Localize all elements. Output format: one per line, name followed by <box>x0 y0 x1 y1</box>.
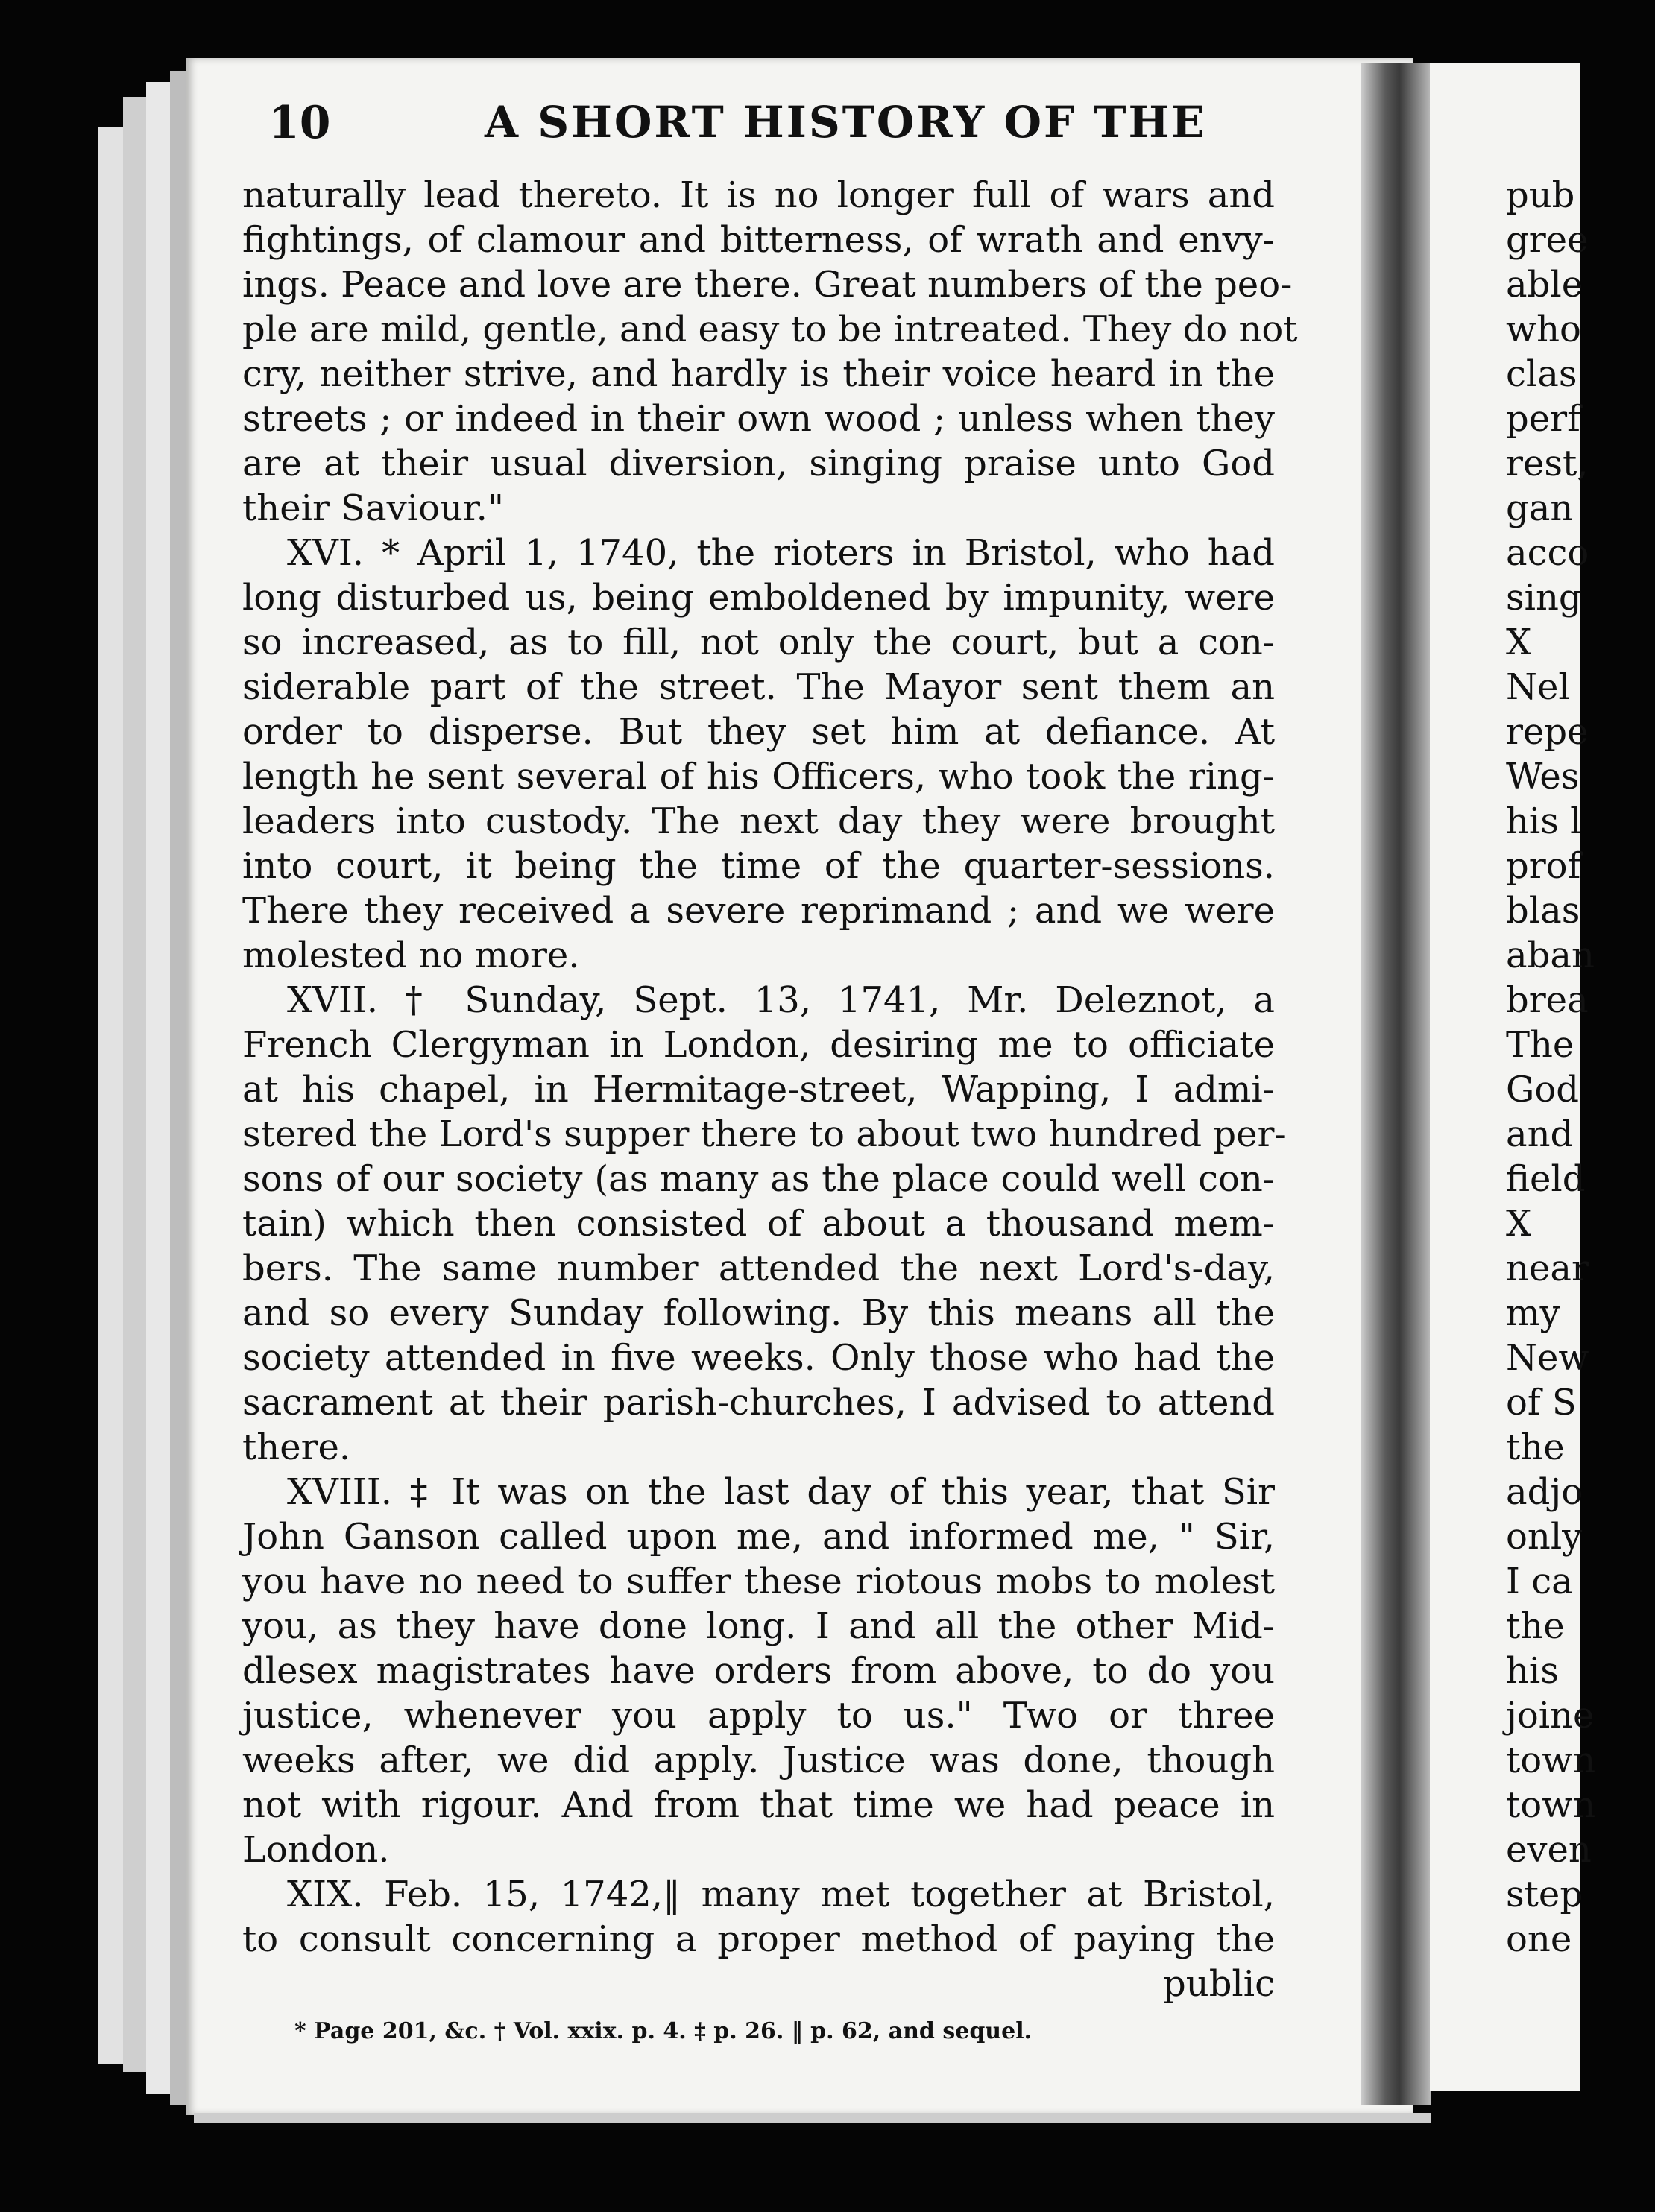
facing-line: the <box>1506 1605 1565 1647</box>
facing-line: gan <box>1506 487 1574 529</box>
facing-line: my <box>1506 1292 1560 1334</box>
facing-line: near <box>1506 1248 1589 1289</box>
facing-line: adjo <box>1506 1471 1583 1513</box>
facing-line: gree <box>1506 219 1589 261</box>
text-line: naturally lead thereto. It is no longer full of wars and <box>242 174 1275 216</box>
running-head: A SHORT HISTORY OF THE <box>485 97 1207 148</box>
text-line: leaders into custody. The next day they were brought <box>242 800 1275 842</box>
facing-line: prof <box>1506 845 1581 887</box>
facing-line: and <box>1506 1113 1574 1155</box>
facing-line: step <box>1506 1874 1583 1915</box>
facing-line: New <box>1506 1337 1589 1379</box>
text-line: ings. Peace and love are there. Great numbers of the peo- <box>242 264 1293 306</box>
facing-line: the <box>1506 1426 1565 1468</box>
text-line: not with rigour. And from that time we had peace in <box>242 1784 1275 1826</box>
text-line: siderable part of the street. The Mayor sent them an <box>242 666 1275 708</box>
facing-line: field <box>1506 1158 1586 1200</box>
text-line: so increased, as to fill, not only the court, but a con- <box>242 622 1275 663</box>
facing-line: his l <box>1506 800 1582 842</box>
facing-line: pub <box>1506 174 1575 216</box>
facing-line: blas <box>1506 890 1580 932</box>
text-line: XIX. Feb. 15, 1742,‖ many met together at Bristol, <box>287 1874 1275 1915</box>
body-text <box>242 173 1298 2006</box>
facing-line: repe <box>1506 711 1589 753</box>
facing-line: only <box>1506 1516 1583 1558</box>
text-line: streets ; or indeed in their own wood ; unless when they <box>242 398 1275 440</box>
facing-line: of S <box>1506 1382 1577 1423</box>
text-line: sacrament at their parish-churches, I advised to attend <box>242 1382 1275 1423</box>
facing-line: able <box>1506 264 1583 306</box>
facing-page-text <box>1506 173 1655 1962</box>
text-line: John Ganson called upon me, and informed me, " Sir, <box>242 1516 1275 1558</box>
text-line: society attended in five weeks. Only those who had the <box>242 1337 1275 1379</box>
text-line: their Saviour." <box>242 487 504 529</box>
text-line: into court, it being the time of the quarter-sessions. <box>242 845 1275 887</box>
facing-line: town <box>1506 1784 1596 1826</box>
book-gutter <box>1361 63 1431 2105</box>
text-line: There they received a severe reprimand ; and we were <box>242 890 1275 932</box>
text-line: bers. The same number attended the next Lord's-day, <box>242 1248 1275 1289</box>
facing-line: God <box>1506 1069 1579 1110</box>
facing-line: sing <box>1506 577 1582 619</box>
text-line: dlesex magistrates have orders from above, to do you <box>242 1650 1275 1692</box>
page-header <box>268 97 1312 164</box>
text-line: tain) which then consisted of about a thousand mem- <box>242 1203 1275 1245</box>
text-line: ple are mild, gentle, and easy to be intreated. They do not <box>242 309 1298 350</box>
text-line: justice, whenever you apply to us." Two or three <box>242 1695 1275 1737</box>
facing-line: his <box>1506 1650 1559 1692</box>
facing-line: acco <box>1506 532 1589 574</box>
text-line: London. <box>242 1829 390 1871</box>
facing-line: joine <box>1506 1695 1595 1737</box>
facing-line: perf <box>1506 398 1580 440</box>
text-line: fightings, of clamour and bitterness, of wrath and envy- <box>242 219 1275 261</box>
text-line: length he sent several of his Officers, who took the ring- <box>242 756 1275 797</box>
facing-line: aban <box>1506 935 1595 976</box>
facing-line: who <box>1506 309 1581 350</box>
facing-line: rest, <box>1506 443 1589 484</box>
facing-line: X <box>1506 1203 1532 1245</box>
facing-line: even <box>1506 1829 1592 1871</box>
text-line: you have no need to suffer these riotous mobs to molest <box>242 1561 1275 1602</box>
text-line: to consult concerning a proper method of paying the <box>242 1918 1275 1960</box>
text-line: cry, neither strive, and hardly is their voice heard in the <box>242 353 1275 395</box>
text-line: are at their usual diversion, singing praise unto God <box>242 443 1275 484</box>
text-line: at his chapel, in Hermitage-street, Wapping, I admi- <box>242 1069 1275 1110</box>
text-line: weeks after, we did apply. Justice was done, though <box>242 1739 1275 1781</box>
facing-line: brea <box>1506 979 1589 1021</box>
facing-line: Wes <box>1506 756 1580 797</box>
facing-line: clas <box>1506 353 1577 395</box>
facing-line: Nel <box>1506 666 1570 708</box>
text-line: long disturbed us, being emboldened by impunity, were <box>242 577 1275 619</box>
facing-line: I ca <box>1506 1561 1573 1602</box>
facing-line: The <box>1506 1024 1574 1066</box>
page-number: 10 <box>268 97 331 149</box>
text-line: stered the Lord's supper there to about two hundred per- <box>242 1113 1287 1155</box>
text-line: French Clergyman in London, desiring me to officiate <box>242 1024 1275 1066</box>
text-line: there. <box>242 1426 351 1468</box>
footnotes: * Page 201, &c. † Vol. xxix. p. 4. ‡ p. 26. ‖ p. 62, and sequel. <box>294 2018 1033 2044</box>
text-line: XVI. * April 1, 1740, the rioters in Bristol, who had <box>287 532 1275 574</box>
text-line: and so every Sunday following. By this means all the <box>242 1292 1275 1334</box>
text-line: you, as they have done long. I and all the other Mid- <box>242 1605 1275 1647</box>
facing-line: town <box>1506 1739 1596 1781</box>
text-line: order to disperse. But they set him at defiance. At <box>242 711 1275 753</box>
text-line: XVIII. ‡ It was on the last day of this year, that Sir <box>287 1471 1275 1513</box>
facing-line: one <box>1506 1918 1572 1960</box>
text-line: XVII. † Sunday, Sept. 13, 1741, Mr. Deleznot, a <box>287 979 1275 1021</box>
catchword: public <box>1163 1963 1275 2005</box>
page-bottom-edge <box>194 2113 1431 2123</box>
facing-line: X <box>1506 622 1532 663</box>
text-line: sons of our society (as many as the place could well con- <box>242 1158 1275 1200</box>
text-line: molested no more. <box>242 935 580 976</box>
